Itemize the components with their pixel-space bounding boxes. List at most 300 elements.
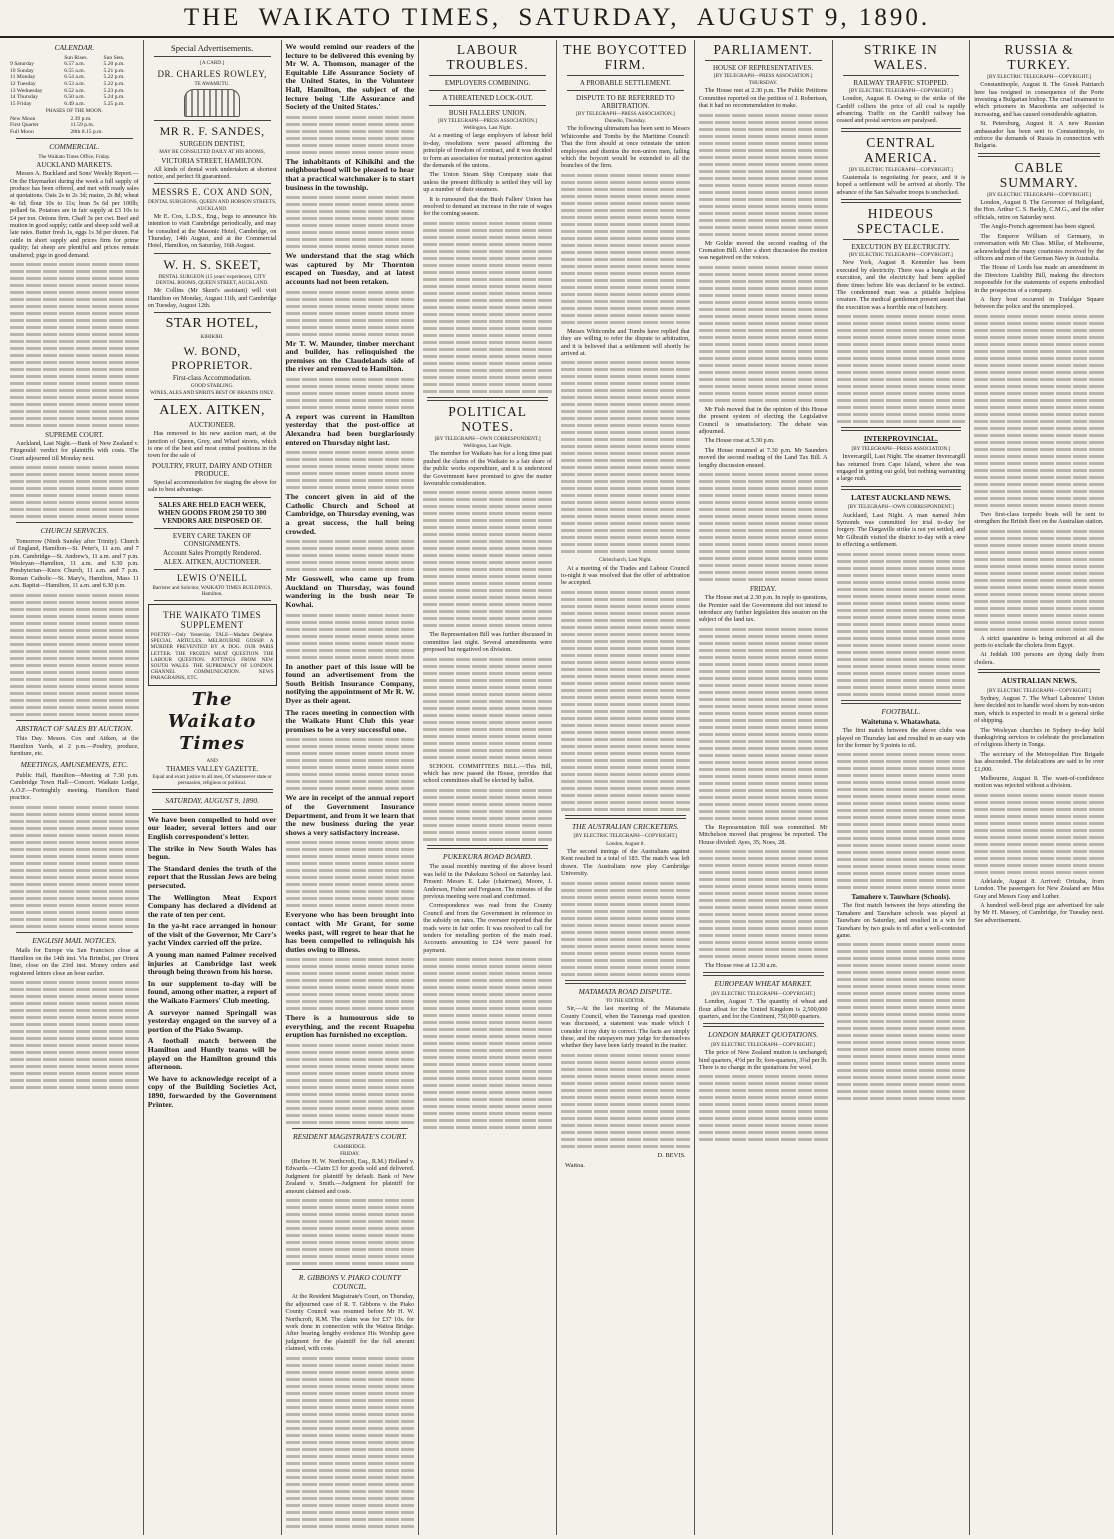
cable-text-3: The Emperor William of Germany, in conversation with Mr Chas. Millar, of Melbourne, acknowledged the many courtesies received by the officers and men of the German Navy in Australia. xyxy=(974,232,1104,262)
column-5 xyxy=(557,40,695,1535)
labour-tag: [BY TELEGRAPH—PRESS ASSOCIATION.] xyxy=(438,118,537,124)
supplement-contents: POETRY—Only Yesterday. TALE—Madam Delphine. SPECIAL ARTICLES. MELBOURNE GOSSIP. A MURDER PREVENTED BY A DOG. OUR PARIS LETTER. THE FROZEN MEAT QUESTION. THE LABOUR QUESTION. JOTTINGS FROM NEW SOUTH WALES. THE SUPREMACY OF LONDON. CHANNEL COMMUNICATION. NEWS PARAGRAPHS, ETC. xyxy=(150,631,274,682)
calendar-row xyxy=(10,101,139,108)
text-block xyxy=(286,738,415,790)
commercial-sub: The Waikato Times Office, Friday. xyxy=(38,153,111,160)
strike-text: London, August 8. Owing to the strike of the Cardiff colliers the price of all coal is rapidly advancing. Traffic on the Cardiff railway has ceased and postal services are paralysed. xyxy=(836,95,966,125)
calendar-cell: Sun Rises. xyxy=(64,54,88,61)
russia-tag: [BY ELECTRIC TELEGRAPH—COPYRIGHT.] xyxy=(987,74,1092,80)
divider xyxy=(16,522,133,523)
text-block xyxy=(286,196,415,248)
calendar-cell: 6.55 a.m. xyxy=(64,67,86,74)
paper-logo: The Waikato Times xyxy=(167,688,257,754)
house-heading: HOUSE OF REPRESENTATIVES. xyxy=(712,64,814,72)
text-block xyxy=(561,882,690,976)
divider xyxy=(429,75,546,76)
divider xyxy=(427,397,548,401)
paper-motto: Equal and exact justice to all men, Of whatsoever state or persuasion, religious or political. xyxy=(152,773,272,786)
commercial-heading: COMMERCIAL. xyxy=(49,142,100,152)
central-america-tag: [BY ELECTRIC TELEGRAPH—COPYRIGHT.] xyxy=(848,166,953,173)
text-block xyxy=(10,594,139,716)
divider xyxy=(154,312,271,313)
text-block xyxy=(286,291,415,336)
text-block xyxy=(286,1199,415,1265)
text-block xyxy=(561,1054,690,1148)
divider xyxy=(16,720,133,721)
latest-auckland-tag: [BY TELEGRAPH—OWN CORRESPONDENT.] xyxy=(847,504,954,511)
football-text-1: The first match between the above clubs was played on Thursday last and resulted in an easy win for the former by 9 points to nil. xyxy=(836,727,966,749)
markets-heading: AUCKLAND MARKETS. xyxy=(36,161,113,170)
divider xyxy=(705,60,822,61)
rmc-heading: RESIDENT MAGISTRATE'S COURT. xyxy=(292,1132,407,1142)
boycott-place: Dunedin, Thursday. xyxy=(604,118,646,125)
pukekura-heading: PUKEKURA ROAD BOARD. xyxy=(443,851,533,861)
calendar-title: CALENDAR. xyxy=(54,43,95,52)
london-text: The price of New Zealand mutton is unchanged; hind quarters, 4½d per lb; fore-quarters, 3¾d per lb. There is no change in the quotations for wool. xyxy=(698,1049,828,1071)
text-block xyxy=(286,614,415,659)
star-hotel-text: First-class Accommodation. xyxy=(172,373,252,382)
cricket-heading: THE AUSTRALIAN CRICKETERS. xyxy=(572,821,679,831)
editorial-item: The strike in New South Wales has begun. xyxy=(147,843,277,862)
abstract-text: This Day. Messrs. Cox and Aitken, at the Hamilton Yards, at 2 p.m.—Poultry, produce, furniture, etc. xyxy=(10,735,139,758)
central-america-text: Guatemala is negotiating for peace, and it is hoped a settlement will be arrived at shortly. The advance of the San Salvador troops is unchecked. xyxy=(836,174,966,196)
aitken-title: AUCTIONEER. xyxy=(188,421,236,430)
rmc-place: CAMBRIDGE. xyxy=(333,1143,367,1150)
calendar-cell: 14 Thursday xyxy=(10,94,39,101)
column-7 xyxy=(833,40,971,1535)
calendar-cell: Sun Sets. xyxy=(103,54,125,61)
cox-text: Mr E. Cox, L.D.S., Eng., begs to announce his intention to visit Cambridge periodically, and may be consulted at the Masonic Hotel, Cambridge, on Thursday, 14th August, and at the Commercial Hotel, Hamilton, on Saturday, 16th August. xyxy=(147,212,277,250)
divider xyxy=(154,600,271,601)
boycott-text-2: Messrs Whitcombe and Tombs have replied that they are willing to refer the dispute to arbitration, and it is believed that a settlement will shortly be arrived at. xyxy=(561,327,690,358)
aitken-text: Has removed to his new auction mart, at the junction of Queen, Grey, and Wharf streets, which is one of the best and most central positions in the town for the sale of xyxy=(147,430,277,460)
editorial-item: The Wellington Meat Export Company has declared a dividend at the rate of ten per cent. xyxy=(147,892,277,919)
calendar-cell: 6.50 a.m. xyxy=(64,94,86,101)
wheat-tag: [BY ELECTRIC TELEGRAPH—COPYRIGHT.] xyxy=(711,990,816,997)
labour-sub-1: EMPLOYERS COMBINING. xyxy=(444,79,531,87)
text-block xyxy=(286,1044,415,1124)
calendar-cell: 6.53 a.m. xyxy=(64,80,86,87)
calendar-cell xyxy=(10,55,64,62)
interprovincial-heading: INTERPROVINCIAL. xyxy=(863,434,938,444)
political-place: Wellington, Last Night. xyxy=(463,443,513,450)
text-block xyxy=(286,451,415,489)
supplement-box xyxy=(148,604,277,686)
pukekura-text: The usual monthly meeting of the above board was held in the Pukekura School on Saturday last. Present: Messrs E. Lake (chairman), Moore, J. Anderson, Fisher and Ferguson. The minutes of the previous meeting were read and confirmed. xyxy=(423,863,552,900)
text-block xyxy=(286,958,415,1010)
calendar-cell: 11 Monday xyxy=(10,74,36,81)
text-block xyxy=(699,628,828,820)
markets-text: Messrs A. Buckland and Sons' Weekly Report.—On the Haymarket during the week a full supply of produce has been offered, and met with ready sales at quotations. Oats 2s to 2s 3d; maize, 2s 8d; wheat 4s 6d; flour 10s to 11s; bran 5s 6d per 100lb; pollard 6s. Potatoes are in fair supply at £3 10s to £4 per ton. Onions firm. Chaff 3s per cwt. Beef and mutton in good supply; cattle and sheep sold well at late rates. Butter fresh 1s, eggs 1s 3d per dozen. Fat cattle in short supply and prices firm for prime quality; fat sheep are plentiful and prices remain unaltered; pigs in good demand. xyxy=(10,170,139,259)
calendar-cell: 9 Saturday xyxy=(10,61,35,68)
divider xyxy=(841,486,962,490)
editorial-item: We understand that the stag which was captured by Mr Thornton escaped on Tuesday, and at latest accounts had not been retaken. xyxy=(285,251,415,286)
parliament-day: THURSDAY. xyxy=(748,80,778,87)
cable-text-7: A strict quarantine is being enforced at all the ports to exclude the cholera from Egypt. xyxy=(974,634,1104,649)
matamata-to: TO THE EDITOR. xyxy=(605,998,646,1005)
divider xyxy=(154,56,271,57)
sandes-consult: MAY BE CONSULTED DAILY AT HIS ROOMS, xyxy=(159,149,265,156)
masthead-name: WAIKATO TIMES, xyxy=(258,4,502,31)
friday-text-3: The House rose at 12.30 a.m. xyxy=(704,961,778,969)
calendar-cell: 5.22 p.m. xyxy=(103,74,125,81)
divider xyxy=(427,845,548,849)
sandes-title: SURGEON DENTIST, xyxy=(179,140,245,149)
divider xyxy=(154,183,271,184)
masthead-day: SATURDAY, xyxy=(518,4,680,31)
phases-title: PHASES OF THE MOON. xyxy=(45,108,103,115)
political-tag: [BY TELEGRAPH—OWN CORRESPONDENT.] xyxy=(434,435,541,442)
text-block xyxy=(837,315,966,423)
calendar-cell: 5.22 p.m. xyxy=(103,80,125,87)
labour-text-2: The Union Steam Ship Company state that unless the present difficulty is settled they will lay up a number of their steamers. xyxy=(423,171,552,194)
meetings-heading: MEETINGS, AMUSEMENTS, ETC. xyxy=(20,760,129,770)
central-america-heading: CENTRAL AMERICA. xyxy=(864,134,938,165)
football-text-2: The first match between the boys attending the Tamahere and Tauwhare schools was played at Tauwhare on Saturday, and resulted in a win for Tauwhare by two goals to nil after a well-contested game. xyxy=(836,902,966,939)
crown-ornament-icon xyxy=(184,89,240,117)
court-text: Auckland, Last Night.—Bank of New Zealand v. Fitzgerald: verdict for plaintiffs with costs. The Court adjourned till Monday next. xyxy=(10,440,139,462)
execution-text: New York, August 8. Kemmler has been executed by electricity. There was a bungle at the execution, and the electricity had been applied three times before life was declared to be extinct. The condemned man was a pitiable helpless creature. The medical gentlemen present assert that the execution was a horrible one of butchery. xyxy=(836,259,966,311)
editorial-item: The inhabitants of Kihikihi and the neighbourhood will be pleased to hear that a practical watchmaker is to start business in the township. xyxy=(285,156,415,192)
editorial-item: We have been compelled to hold over our leader, several letters and our English correspondent's letter. xyxy=(147,814,277,841)
australian-text: Sydney, August 7. The Wharf Labourers' Union here decided not to handle wool shorn by non-union men, which is expected to result in a general strike of shipping. xyxy=(974,694,1104,725)
divider xyxy=(978,669,1100,673)
calendar-row xyxy=(10,61,139,68)
strike-sub: RAILWAY TRAFFIC STOPPED. xyxy=(853,79,949,87)
divider xyxy=(152,789,273,793)
friday-text-2: The Representation Bill was committed. Mr Mitchelson moved that progress be reported. The House divided: Ayes, 35; Noes, 28. xyxy=(698,823,828,846)
phase-cell: 11.59 p.m. xyxy=(70,122,95,129)
editorial-item: There is a humourous side to everything, and the recent Ruapehu eruption has furnished no exception. xyxy=(285,1013,415,1040)
cable-summary-heading: CABLE SUMMARY. xyxy=(999,159,1079,190)
editorial-item: We have to acknowledge receipt of a copy of the Building Societies Act, 1890, forwarded by the Government Printer. xyxy=(147,1073,277,1109)
calendar-row xyxy=(10,74,139,81)
text-block xyxy=(423,958,552,1129)
australian-text-4: Melbourne, August 8. The want-of-confidence motion was rejected without a division. xyxy=(974,775,1104,790)
meetings-text: Public Hall, Hamilton—Meeting at 7.30 p.m. Cambridge Town Hall—Concert. Waikato Lodge, A.O.F.—Fortnightly meeting. Hamilton Band practice. xyxy=(10,772,139,802)
star-hotel-name: STAR HOTEL, xyxy=(165,316,259,332)
text-block xyxy=(286,378,415,409)
aitken-text-2: Special accommodation for staging the above for sale to best advantage. xyxy=(147,478,277,494)
text-block xyxy=(561,591,690,811)
calendar-header xyxy=(10,55,139,62)
cable-text-6: Two first-class torpedo boats will be sent to strengthen the British fleet on the Australian station. xyxy=(974,510,1104,526)
australian-tag: [BY ELECTRIC TELEGRAPH—COPYRIGHT.] xyxy=(987,687,1092,694)
divider xyxy=(292,1128,409,1129)
text-block xyxy=(10,981,139,1089)
divider xyxy=(567,75,684,76)
boycott-place-2: Christchurch, Last Night. xyxy=(599,557,652,564)
australian-news-heading: AUSTRALIAN NEWS. xyxy=(1001,676,1077,686)
execution-tag: [BY ELECTRIC TELEGRAPH—COPYRIGHT.] xyxy=(848,252,953,259)
text-block xyxy=(561,174,690,324)
divider xyxy=(16,138,133,139)
russia-text: Constantinople, August 8. The Greek Patriarch here has resigned in consequence of the Porte investing a Bulgarian bishop. The cruel treatment to which prisoners in Macedonia are subjected is increasing, and has caused considerable agitation. xyxy=(974,81,1104,118)
matamata-heading: MATAMATA ROAD DISPUTE. xyxy=(578,986,673,996)
aitken-footer: ALEX. AITKEN, AUCTIONEER. xyxy=(163,557,261,566)
rowley-name: DR. CHARLES ROWLEY, xyxy=(157,69,267,80)
cable-text-2: The Anglo-French agreement has been signed. xyxy=(980,223,1096,231)
editorial-item: In our supplement to-day will be found, among other matter, a report of the Waikato Farmers' Club meeting. xyxy=(147,978,277,1006)
divider xyxy=(841,427,962,431)
paper-subtitle: THAMES VALLEY GAZETTE. xyxy=(166,764,259,773)
rmc-text: (Before H. W. Northcroft, Esq., R.M.) Holland v. Edwards.—Claim £3 for goods sold and delivered. Judgment for plaintiff by default. Bank of New Zealand v. Smith.—Judgment for plaintiff for amount claimed and costs. xyxy=(285,1158,415,1195)
phase-cell: Full Moon xyxy=(10,128,34,135)
text-block xyxy=(699,266,828,402)
phase-cell: 28th 8.15 p.m. xyxy=(70,128,103,135)
text-block xyxy=(423,789,552,841)
london-heading: LONDON MARKET QUOTATIONS. xyxy=(708,1030,819,1040)
oneill-sub: Barrister and Solicitor, WAIKATO TIMES BUILDINGS, Hamilton. xyxy=(152,584,272,597)
gibbons-heading: R. GIBBONS V. PIAKO COUNTY COUNCIL. xyxy=(298,1273,401,1291)
skeet-text: Mr Collins (Mr Skeet's assistant) will visit Hamilton on Monday, August 11th, and Cambridge on Tuesday, August 12th. xyxy=(147,287,277,310)
parliament-text-4: The House rose at 5.30 p.m. xyxy=(704,437,775,445)
australian-text-6: A hundred well-bred pigs are advertised for sale by Mr H. Massey, of Cambridge, for Tuesday next. See advertisement. xyxy=(974,902,1104,924)
divider xyxy=(154,569,271,570)
bond-proprietor: W. BOND, PROPRIETOR. xyxy=(171,343,253,372)
masthead xyxy=(0,0,1114,38)
text-block xyxy=(699,473,828,581)
execution-sub: EXECUTION BY ELECTRICITY. xyxy=(851,243,951,252)
political-text-3: SCHOOL COMMITTEES BILL.—This Bill, which has now passed the House, provides that school committees shall be elected by ballot. xyxy=(423,762,552,785)
pukekura-text-2: Correspondence was read from the County Council and from the Government in reference to the subsidy on rates. The overseer reported that the roads were in fair order. It was resolved to call for tenders for metalling portion of the main road. Accounts amounting to £24 were passed for payment. xyxy=(423,902,552,954)
column-2 xyxy=(144,40,282,1535)
editorial-item: In the ya-ht race arranged in honour of the visit of the Governor, Mr Carr's yacht Vindex carried off the prize. xyxy=(147,921,277,948)
parliament-text-2: Mr Goldie moved the second reading of the Cremation Bill. After a short discussion the motion was negatived on the voices. xyxy=(698,239,828,262)
rmc-date: FRIDAY. xyxy=(340,1150,360,1157)
football-match-1: Waitetuna v. Whatawhata. xyxy=(861,718,941,727)
boycott-sub-2: DISPUTE TO BE REFERRED TO ARBITRATION. xyxy=(576,94,675,110)
editorial-item: We are in receipt of the annual report of the Government Insurance Department, and from it we learn that the new business during the year shows a very satisfactory increase. xyxy=(285,793,415,837)
parliament-text-5: The House resumed at 7.30 p.m. Mr Saunders moved the second reading of the Land Tax Bill. A lengthy discussion ensued. xyxy=(698,446,828,469)
divider xyxy=(429,90,546,91)
cricket-text: The second innings of the Australians against Kent resulted in a total of 183. The match was left drawn. The Australians now play Cambridge University. xyxy=(561,847,690,878)
hideous-spectacle-heading: HIDEOUS SPECTACLE. xyxy=(856,206,945,237)
matamata-text: Sir,—At the last meeting of the Matamata County Council, when the Tauranga road question was discussed, a statement was made which I consider it my duty to correct. The facts are simply these, and the ratepayers may judge for themselves whether they have been fairly treated in the matter. xyxy=(561,1005,690,1050)
calendar-cell: 5.20 p.m. xyxy=(103,61,125,68)
text-block xyxy=(837,753,966,889)
divider xyxy=(841,199,962,203)
masthead-date: AUGUST 9, 1890. xyxy=(696,4,931,31)
boycott-sub-1: A PROBABLE SETTLEMENT. xyxy=(579,79,671,87)
calendar-row xyxy=(10,88,139,95)
text-block xyxy=(699,850,828,958)
labour-troubles-heading: LABOUR TROUBLES. xyxy=(446,42,529,72)
text-block xyxy=(699,114,828,236)
calendar-row xyxy=(10,94,139,101)
divider xyxy=(152,809,273,813)
interprovincial-text: Invercargill, Last Night. The steamer Invercargill has returned from Cape Island, where she was engaged in getting out gold, but nothing warranting a large rush. xyxy=(836,453,966,483)
latest-auckland-heading: LATEST AUCKLAND NEWS. xyxy=(851,492,951,502)
divider xyxy=(843,75,960,76)
calendar-table xyxy=(10,55,139,108)
paper-and: AND xyxy=(206,757,218,764)
column-4 xyxy=(419,40,557,1535)
editorial-item: A young man named Palmer received injuries at Cambridge last week through being thrown from his horse. xyxy=(147,950,277,977)
editorial-item: In another part of this issue will be found an advertisement from the South British Insurance Company, notifying the appointment of Mr R. W. Dyer as their agent. xyxy=(285,661,415,705)
church-heading: CHURCH SERVICES. xyxy=(40,526,109,536)
divider xyxy=(565,980,686,984)
editorial-item: The races meeting in connection with the Waikato Hunt Club this year promises to be a very successful one. xyxy=(285,707,415,734)
divider xyxy=(154,253,271,254)
cable-text-5: A fiery bout occurred in Trafalgar Square between the police and the unemployed. xyxy=(974,295,1104,311)
phase-cell: First Quarter xyxy=(10,122,39,129)
boycott-text-3: At a meeting of the Trades and Labour Council to-night it was resolved that the offer of arbitration be accepted. xyxy=(561,564,690,587)
political-notes-heading: POLITICAL NOTES. xyxy=(448,403,527,434)
calendar-cell: 6.49 a.m. xyxy=(64,100,86,107)
text-block xyxy=(10,806,139,928)
editorial-item: Mr Gosswell, who came up from Auckland on Thursday, was found wandering in the bush near Te Kowhai. xyxy=(285,574,415,609)
interprovincial-tag: [BY TELEGRAPH—PRESS ASSOCIATION.] xyxy=(851,445,951,452)
text-block xyxy=(286,116,415,154)
cox-name: MESSRS E. COX AND SON, xyxy=(151,187,273,198)
calendar-cell: 5.21 p.m. xyxy=(103,67,125,74)
sandes-address: VICTORIA STREET, HAMILTON. xyxy=(161,156,263,165)
editorial-item: A surveyor named Springall was yesterday engaged on the survey of a portion of the Piako Swamp. xyxy=(147,1007,277,1034)
masthead-the: THE xyxy=(183,4,242,31)
text-block xyxy=(10,466,139,518)
editorial-item: A report was current in Hamilton yesterday that the post-office at Alexandra had been burglariously entered on Thursday night last. xyxy=(285,411,415,447)
phase-row xyxy=(10,122,139,129)
supplement-title: THE WAIKATO TIMES SUPPLEMENT xyxy=(163,609,262,630)
divider xyxy=(567,90,684,91)
aitken-name: ALEX. AITKEN, xyxy=(159,403,265,419)
editorial-item: A football match between the Hamilton and Huntly teams will be played on the Hamilton ground this afternoon. xyxy=(147,1036,277,1072)
text-block xyxy=(561,361,690,553)
political-text-2: The Representation Bill was further discussed in committee last night. Several amendments were proposed but negatived on division. xyxy=(423,631,552,654)
editorial-item: The Standard denies the truth of the report that the Russian Jews are being persecuted. xyxy=(147,863,277,890)
gibbons-text: At the Resident Magistrate's Court, on Thursday, the adjourned case of R. T. Gibbons v. the Piako County Council was resumed before Mr H. W. Northcroft, R.M. The claim was for £37 10s. for work done in connection with the Waitoa Bridge. After hearing lengthy evidence His Worship gave judgment for the plaintiff for the full amount claimed, with costs. xyxy=(285,1293,415,1353)
cable-text-4: The House of Lords has made an amendment in the Directors Liability Bill, making the directors responsible for the statements of experts embodied in the prospectus of a company. xyxy=(974,264,1104,294)
friday-text: The House met at 2.30 p.m. In reply to questions, the Premier said the Government did not intend to introduce any further legislation this session on the subject of the land tax. xyxy=(698,594,828,624)
divider xyxy=(154,528,271,529)
calendar-row xyxy=(10,68,139,75)
labour-sub-3: BUSH FALLERS' UNION. xyxy=(448,109,527,117)
text-block xyxy=(10,263,139,427)
football-heading: FOOTBALL. xyxy=(881,706,921,716)
calendar-cell: 6.54 a.m. xyxy=(64,74,86,81)
divider xyxy=(154,399,271,400)
paper-date: SATURDAY, AUGUST 9, 1890. xyxy=(165,796,260,806)
wines: WINES, ALES AND SPIRITS BEST OF BRANDS ONLY. xyxy=(150,389,275,396)
calendar-cell: 5.23 p.m. xyxy=(103,87,125,94)
text-block xyxy=(423,222,552,393)
calendar-cell: 6.57 a.m. xyxy=(64,61,86,68)
rowley-place: TE AWAMUTU. xyxy=(194,81,230,88)
london-tag: [BY ELECTRIC TELEGRAPH—COPYRIGHT.] xyxy=(711,1041,816,1048)
text-block xyxy=(974,315,1104,507)
divider xyxy=(565,815,686,819)
phase-row xyxy=(10,116,139,123)
text-block xyxy=(837,553,966,696)
strike-tag: [BY ELECTRIC TELEGRAPH—COPYRIGHT.] xyxy=(848,88,953,94)
phases-table xyxy=(10,116,139,136)
calendar-cell: 15 Friday xyxy=(10,100,32,107)
labour-text: At a meeting of large employers of labour held to-day, resolutions were passed affirming the principle of freedom of contract, and it was decided to form an association for mutual protection against the demands of the unions. xyxy=(423,132,552,170)
skeet-sub: DENTAL SURGEON (15 years' experience), CITY DENTAL ROOMS, QUEEN STREET, AUCKLAND. xyxy=(155,273,269,287)
parliament-heading: PARLIAMENT. xyxy=(713,42,813,57)
columns xyxy=(6,40,1108,1535)
divider xyxy=(703,1023,824,1027)
matamata-place: Waitoa. xyxy=(565,1162,585,1170)
column-3 xyxy=(282,40,420,1535)
divider xyxy=(841,700,962,704)
calendar-cell: 5.24 p.m. xyxy=(103,94,125,101)
text-block xyxy=(286,540,415,571)
boycott-text: The following ultimatum has been sent to Messrs Whitcombe and Tombs by the Maritime Council: That the firm should at once reinstate the union employees and dismiss the non-union men, failing which the boycott would be extended to all the branches of the firm. xyxy=(561,125,690,170)
australian-text-3: The secretary of the Metropolitan Fire Brigade has absconded. The defalcations are said to be over £1,000. xyxy=(974,750,1104,773)
divider xyxy=(154,497,271,498)
calendar-cell: 13 Wednesday xyxy=(10,87,43,94)
editorial-item: The concert given in aid of the Catholic Church and School at Cambridge, on Thursday evening, was a great success, the hall being crowded. xyxy=(285,492,415,536)
phase-cell: 2.39 p.m. xyxy=(70,115,92,122)
editorial-item: Everyone who has been brought into contact with Mr Grant, for some weeks past, will regret to hear that he has been compelled to relinquish his duties owing to illness. xyxy=(285,910,415,954)
australian-text-2: The Wesleyan churches in Sydney to-day held thanksgiving services to celebrate the proclamation of religious liberty in Tonga. xyxy=(974,726,1104,749)
divider xyxy=(154,120,271,121)
calendar-cell: 12 Tuesday xyxy=(10,80,36,87)
divider xyxy=(429,105,546,106)
oneill-name: LEWIS O'NEILL xyxy=(176,572,248,583)
star-hotel-place: KIHIKIHI. xyxy=(200,334,224,341)
mail-heading: ENGLISH MAIL NOTICES. xyxy=(32,935,117,945)
text-block xyxy=(286,1357,415,1528)
sales-notice: SALES ARE HELD EACH WEEK, WHEN GOODS FROM 250 TO 300 VENDORS ARE DISPOSED OF. xyxy=(157,500,267,525)
supreme-court-heading: SUPREME COURT. xyxy=(45,431,104,439)
column-8 xyxy=(970,40,1108,1535)
divider xyxy=(703,972,824,976)
labour-text-3: It is rumoured that the Bush Fallers' Union has resolved to demand an increase in the rate of wages for the coming season. xyxy=(423,195,552,218)
friday-heading: FRIDAY. xyxy=(749,585,777,594)
cricket-tag: [BY ELECTRIC TELEGRAPH—COPYRIGHT.] xyxy=(573,833,678,840)
card-label: [A CARD.] xyxy=(200,60,225,66)
russia-text-2: St. Petersburg, August 8. A new Russian ambassador has been sent to Constantinople, to enforce the demands of Russia in connection with Bulgaria. xyxy=(974,120,1104,150)
parliament-tag: [BY TELEGRAPH—PRESS ASSOCIATION.] xyxy=(713,73,813,79)
strike-wales-heading: STRIKE IN WALES. xyxy=(863,42,938,72)
column-1 xyxy=(6,40,144,1535)
consign-notice: EVERY CARE TAKEN OF CONSIGNMENTS. xyxy=(172,531,252,548)
cricket-place: London, August 8. xyxy=(606,840,645,847)
text-block xyxy=(423,491,552,627)
text-block xyxy=(699,1075,828,1141)
editorial-item: Mr T. W. Maunder, timber merchant and builder, has relinquished the premises on the Claudelands side of the river and removed to Hamilton. xyxy=(285,338,415,374)
labour-place: Wellington, Last Night. xyxy=(463,125,513,132)
parliament-text-3: Mr Fish moved that in the opinion of this House the present system of electing the Legislative Council is unsatisfactory. The debate was adjourned. xyxy=(698,405,828,436)
football-match-2: Tamahere v. Tauwhare (Schools). xyxy=(851,893,951,902)
church-text: Tomorrow (Ninth Sunday after Trinity). Church of England, Hamilton—St. Peter's, 11 a.m. and 7 p.m. Cambridge—St. Andrew's, 11 a.m. and 7 p.m. Wesleyan—Hamilton, 11 a.m. and 6.30 p.m. Presbyterian—Knox Church, 11 a.m. and 7 p.m. Roman Catholic—St. Mary's, Hamilton, Mass 11 a.m. Baptist—Hamilton, 11 a.m. and 6.30 p.m. xyxy=(10,537,139,590)
special-ads-heading: Special Advertisements. xyxy=(171,43,254,53)
sandes-name: MR R. F. SANDES, xyxy=(159,124,265,139)
text-block xyxy=(974,530,1104,631)
editorial-item: We would remind our readers of the lecture to be delivered this evening by Mr W. A. Thomson, manager of the Equitable Life Assurance Society of the United States, in the Volunteer Hall, Hamilton, the subject of the lecture being 'Life Assurance and Society of the United States.' xyxy=(285,42,415,112)
parliament-text: The House met at 2.30 p.m. The Public Petitions Committee reported on the petition of J. Robertson, that it had no recommendation to make. xyxy=(698,87,828,110)
political-text: The member for Waikato has for a long time past pushed the claims of the Waikato to a fair share of the public works expenditure, and it is understood the Government have promised to give the matter favourable consideration. xyxy=(423,450,552,487)
calendar-cell: 5.25 p.m. xyxy=(103,100,125,107)
calendar-row xyxy=(10,81,139,88)
divider xyxy=(841,128,962,132)
calendar-cell: 10 Sunday xyxy=(10,67,34,74)
divider xyxy=(978,153,1100,157)
divider xyxy=(16,932,133,933)
latest-auckland-text: Auckland, Last Night. A man named John Symonds was committed for trial to-day for forgery. The Dargaville strike is not yet settled, and Mr Gilbraith visited the district to-day with a view to effecting a settlement. xyxy=(836,511,966,549)
boycott-tag: [BY TELEGRAPH—PRESS ASSOCIATION.] xyxy=(576,111,675,117)
australian-text-5: Adelaide, August 8. Arrived: Orizaba, from London. The passengers for New Zealand are Miss Gray and Messrs Gray and Luther. xyxy=(974,877,1104,900)
matamata-signature: D. BEVIS. xyxy=(657,1151,686,1159)
text-block xyxy=(974,794,1104,874)
text-block xyxy=(286,841,415,907)
cable-tag: [BY ELECTRIC TELEGRAPH—COPYRIGHT.] xyxy=(987,191,1092,198)
russia-turkey-heading: RUSSIA & TURKEY. xyxy=(1004,42,1074,72)
stabling: GOOD STABLING. xyxy=(190,382,234,389)
